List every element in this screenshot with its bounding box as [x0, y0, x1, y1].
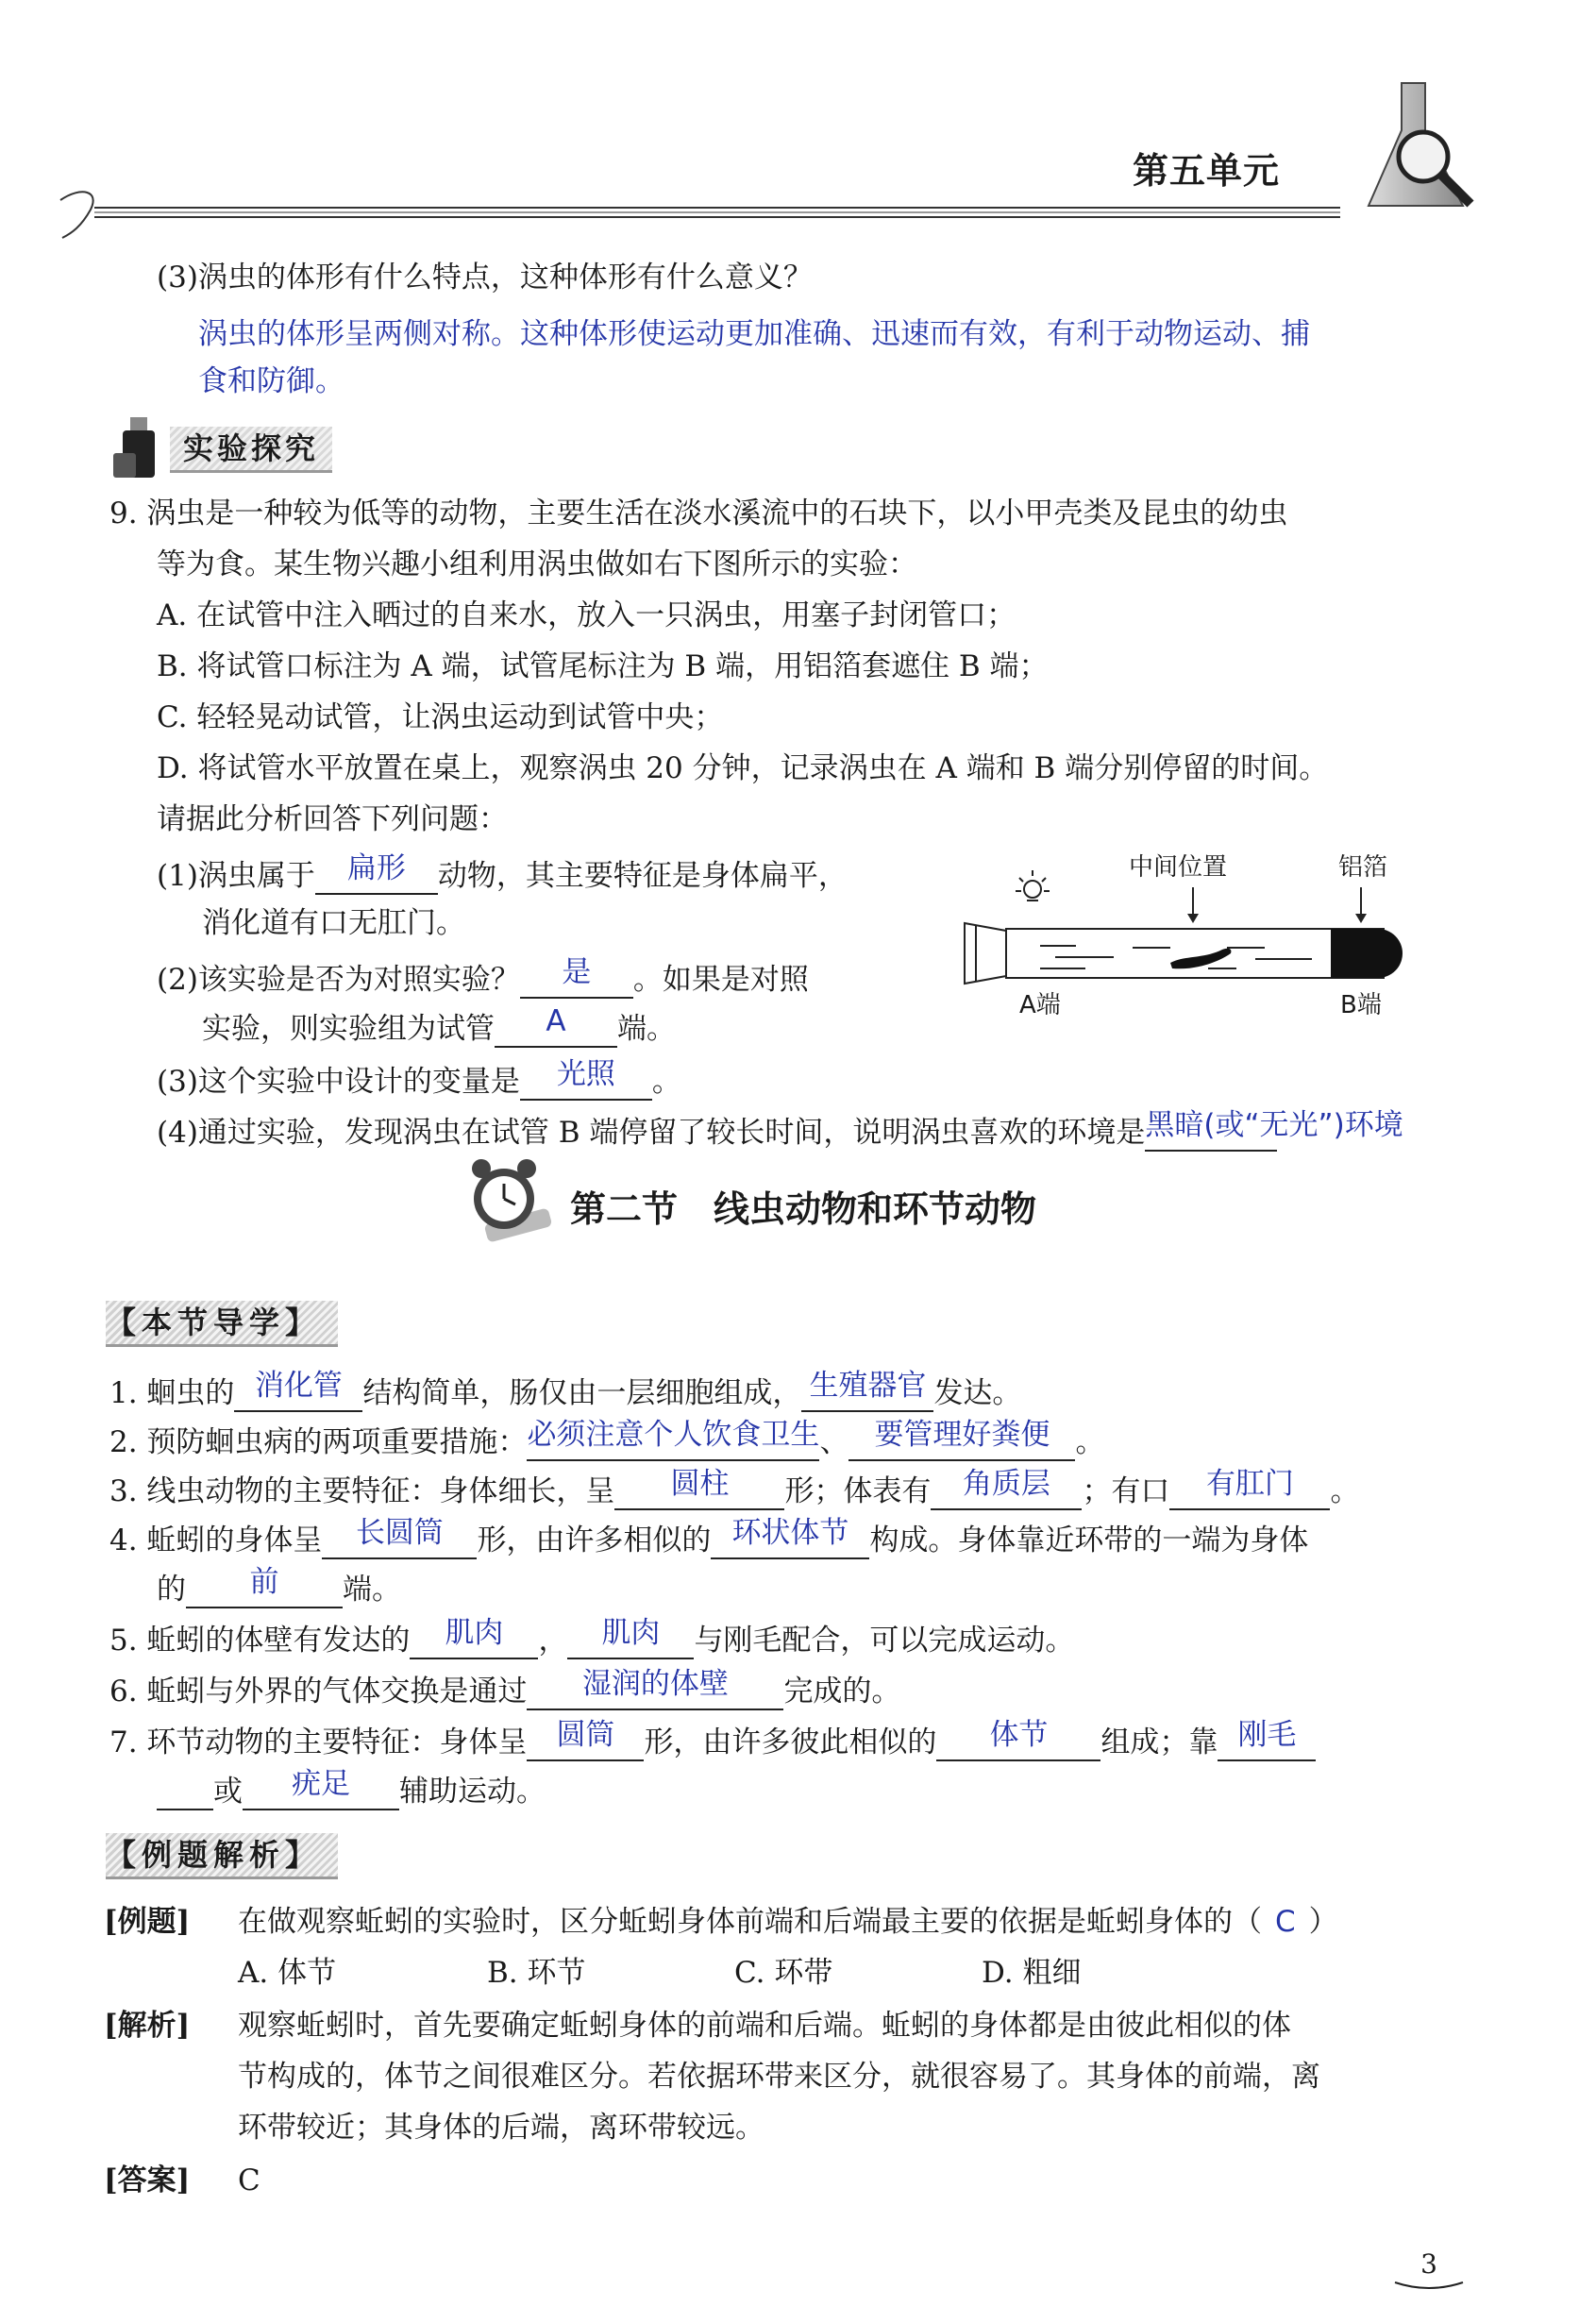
example-answer: C: [238, 2163, 260, 2197]
header-swirl-icon: [53, 181, 109, 249]
usb-drive-icon: [113, 415, 166, 489]
q9-part2-line2: 实验，则实验组为试管 A 端。: [202, 1004, 676, 1046]
q9-part1: (1)涡虫属于 扁形 动物，其主要特征是身体扁平，: [157, 851, 848, 893]
diagram-label-middle: 中间位置: [1129, 853, 1228, 882]
q9-step-a: A. 在试管中注入晒过的自来水，放入一只涡虫，用塞子封闭管口；: [157, 598, 1016, 632]
header-rule-lines: [57, 206, 1340, 219]
q9-part2: (2)该实验是否为对照实验？ 是 。如果是对照: [157, 955, 809, 997]
guide-item-1: 1. 蛔虫的 消化管 结构简单，肠仅由一层细胞组成， 生殖器官 发达。: [109, 1369, 1022, 1410]
q9-part3-blank: 光照: [520, 1061, 652, 1101]
q9-step-b: B. 将试管口标注为 A 端，试管尾标注为 B 端，用铝箔套遮住 B 端；: [157, 649, 1049, 683]
page-number-swash: [1391, 2281, 1467, 2294]
example-tag-answer: [答案]: [104, 2163, 191, 2197]
q9-step-d: D. 将试管水平放置在桌上，观察涡虫 20 分钟，记录涡虫在 A 端和 B 端分别停留的时间。: [157, 751, 1329, 785]
lamp-icon: [1016, 870, 1050, 901]
q8-3-question: (3)涡虫的体形有什么特点，这种体形有什么意义？: [157, 261, 813, 295]
page-number: 3: [1391, 2247, 1467, 2294]
example-tag-analysis: [解析]: [104, 2009, 191, 2043]
guide-label: 【本节导学】: [106, 1301, 338, 1347]
diagram-label-foil: 铝箔: [1338, 853, 1388, 882]
example-tag-question: [例题]: [104, 1905, 191, 1939]
example-option-b: B. 环节: [487, 1956, 586, 1990]
example-analysis-line1: 观察蚯蚓时，首先要确定蚯蚓身体的前端和后端。蚯蚓的身体都是由彼此相似的体: [238, 2009, 1291, 2043]
example-label: 【例题解析】: [106, 1833, 338, 1879]
unit-title: 第五单元: [1133, 149, 1281, 192]
guide-item-7-line2: 或 疣足 辅助运动。: [157, 1771, 546, 1810]
guide-item-6: 6. 蚯蚓与外界的气体交换是通过 湿润的体壁 完成的。: [109, 1667, 901, 1709]
diagram-label-a: A端: [1019, 991, 1061, 1019]
q9-step-c: C. 轻轻晃动试管，让涡虫运动到试管中央；: [157, 700, 724, 734]
q8-3-answer-line1: 涡虫的体形呈两侧对称。这种体形使运动更加准确、迅速而有效，有利于动物运动、捕: [198, 317, 1310, 351]
header-rule: [57, 193, 1340, 206]
example-analysis-line3: 环带较近；其身体的后端，离环带较远。: [238, 2111, 764, 2145]
example-analysis-line2: 节构成的，体节之间很难区分。若依据环带来区分，就很容易了。其身体的前端，离: [238, 2060, 1320, 2094]
q9-stem-line1: 9. 涡虫是一种较为低等的动物，主要生活在淡水溪流中的石块下，以小甲壳类及昆虫的幼虫: [109, 497, 1288, 530]
guide-item-2: 2. 预防蛔虫病的两项重要措施： 必须注意个人饮食卫生 、 要管理好粪便 。: [109, 1418, 1105, 1459]
q9-part3: (3)这个实验中设计的变量是 光照 。: [157, 1057, 681, 1099]
example-option-c: C. 环带: [734, 1956, 833, 1990]
example-option-d: D. 粗细: [982, 1956, 1082, 1990]
guide-item-3: 3. 线虫动物的主要特征：身体细长，呈 圆柱 形；体表有 角质层 ；有口 有肛门 。: [109, 1467, 1360, 1508]
alarm-clock-icon: [466, 1150, 570, 1252]
example-question: 在做观察蚯蚓的实验时，区分蚯蚓身体前端和后端最主要的依据是蚯蚓身体的（ C ）: [238, 1905, 1338, 1939]
q9-part2-blank: 是: [520, 959, 633, 999]
guide-item-5: 5. 蚯蚓的体壁有发达的 肌肉 ， 肌肉 与刚毛配合，可以完成运动。: [109, 1616, 1075, 1658]
diagram-label-b: B端: [1340, 991, 1382, 1019]
guide-item-4-line2: 的 前 端。: [157, 1565, 401, 1607]
section-2-title: 第二节 线虫动物和环节动物: [570, 1188, 1037, 1230]
guide-item-7: 7. 环节动物的主要特征：身体呈 圆筒 形，由许多彼此相似的 体节 组成；靠 刚毛: [109, 1722, 1316, 1761]
q9-stem-line2: 等为食。某生物兴趣小组利用涡虫做如右下图所示的实验：: [157, 547, 917, 581]
q9-prompt: 请据此分析回答下列问题：: [157, 802, 508, 836]
q9-part1-blank: 扁形: [315, 855, 438, 895]
q9-part1-line2: 消化道有口无肛门。: [202, 906, 465, 940]
guide-item-4: 4. 蚯蚓的身体呈 长圆筒 形，由许多相似的 环状体节 构成。身体靠近环带的一端为身体: [109, 1516, 1309, 1557]
q9-part4-blank: 黑暗(或“无光”)环境: [1145, 1112, 1277, 1152]
example-option-a: A. 体节: [238, 1956, 337, 1990]
q8-3-answer-line2: 食和防御。: [198, 364, 344, 398]
experiment-section-label: 实验探究: [170, 427, 332, 473]
q9-part4: (4)通过实验，发现涡虫在试管 B 端停留了较长时间，说明涡虫喜欢的环境是 黑暗(或“无光”)环境: [157, 1108, 1403, 1150]
q9-part2-blank2: A: [495, 1008, 617, 1048]
flask-magnifier-icon: [1359, 74, 1482, 232]
